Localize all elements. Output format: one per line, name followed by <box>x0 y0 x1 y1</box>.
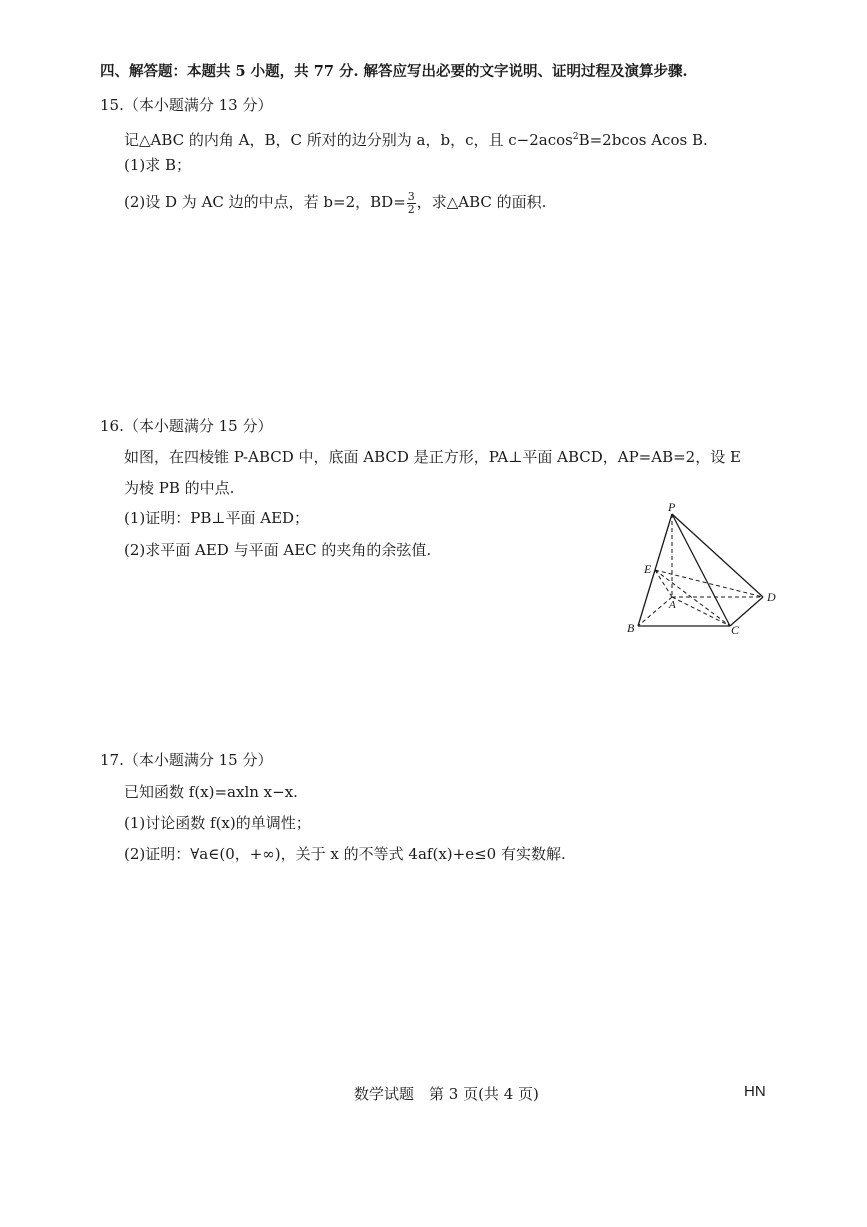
label-D: D <box>767 590 776 604</box>
q17-stem: 已知函数 f(x)=axln x−x. <box>124 783 298 801</box>
section-header: 四、解答题：本题共 5 小题，共 77 分. 解答应写出必要的文字说明、证明过程及演算步骤. <box>100 63 688 80</box>
label-C: C <box>731 623 740 637</box>
q17-title: 17.（本小题满分 15 分） <box>100 751 273 769</box>
label-P: P <box>668 500 676 514</box>
edge-CD <box>730 597 763 626</box>
edge-EC <box>655 570 730 626</box>
footer-region-code: HN <box>744 1083 766 1100</box>
page-footer: 数学试题 第 3 页(共 4 页) <box>354 1085 539 1103</box>
label-A: A <box>669 599 676 611</box>
q17-part1: (1)讨论函数 f(x)的单调性； <box>124 814 311 832</box>
edge-PC <box>672 514 730 626</box>
fraction: $\frac{3}{2}$ <box>407 189 415 216</box>
label-B: B <box>627 621 635 635</box>
q15-title: 15.（本小题满分 13 分） <box>100 96 273 114</box>
q16-stem-line1: 如图，在四棱锥 P-ABCD 中，底面 ABCD 是正方形，PA⊥平面 ABCD，AP=AB=2，设 E <box>124 448 741 466</box>
pyramid-figure <box>620 500 790 640</box>
edge-AC <box>672 597 730 626</box>
q16-stem-line2: 为棱 PB 的中点. <box>124 479 235 497</box>
q16-part2: (2)求平面 AED 与平面 AEC 的夹角的余弦值. <box>124 541 432 559</box>
edge-PD <box>672 514 763 597</box>
edge-AB <box>638 597 672 626</box>
q16-part1: (1)证明：PB⊥平面 AED； <box>124 509 310 527</box>
q17-part2: (2)证明：∀a∈(0，+∞)，关于 x 的不等式 4af(x)+e≤0 有实数解. <box>124 845 566 863</box>
q15-part1: (1)求 B； <box>124 156 192 174</box>
q16-title: 16.（本小题满分 15 分） <box>100 417 273 435</box>
q15-stem: 记△ABC 的内角 A，B，C 所对的边分别为 a，b，c，且 c−2acos$^2$B=2bcos Acos B. <box>124 131 708 149</box>
q15-part2: (2)设 D 为 AC 边的中点，若 b=2，BD= $\frac{3}{2}$ ，求△ABC 的面积. <box>124 189 547 216</box>
edge-ED <box>655 570 763 597</box>
label-E: E <box>644 562 652 576</box>
